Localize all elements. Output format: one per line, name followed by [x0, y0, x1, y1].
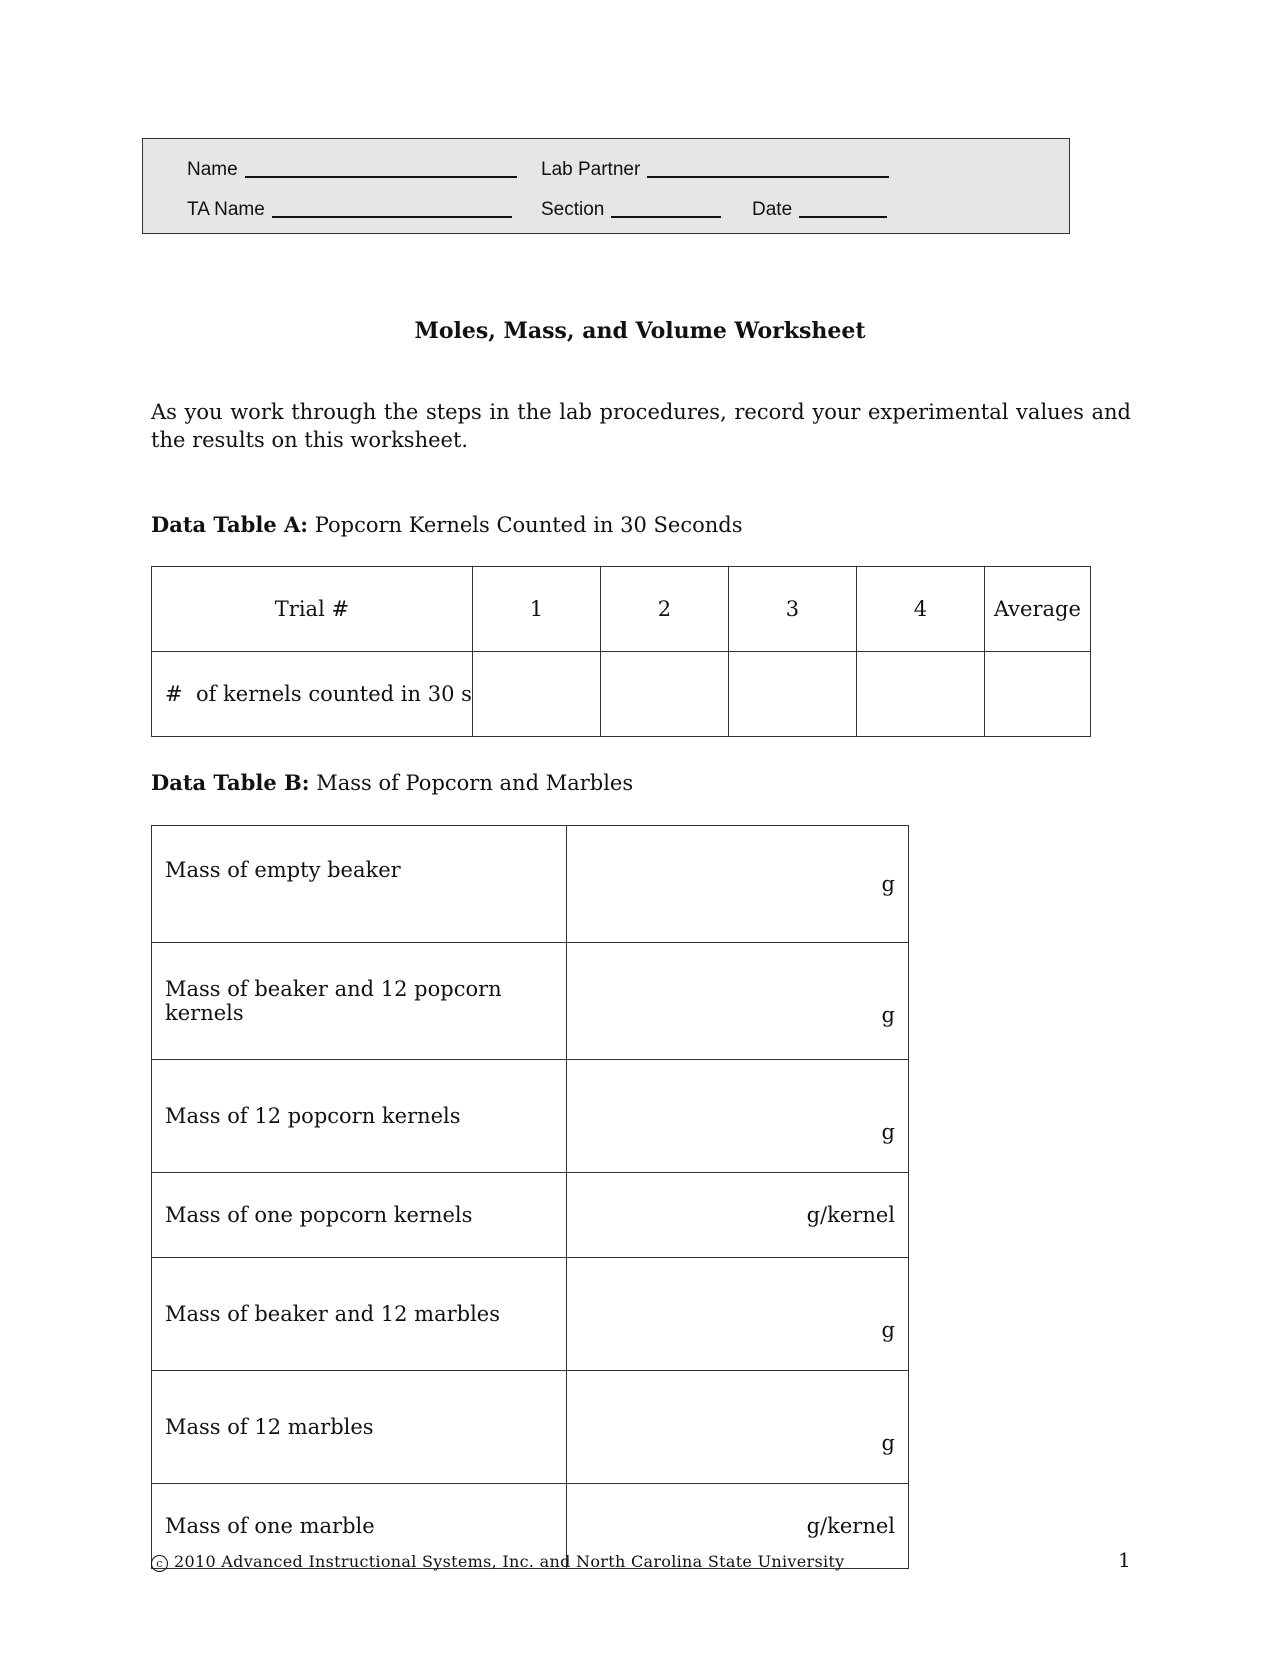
row-label-beaker-marbles: Mass of beaker and 12 marbles: [152, 1258, 567, 1371]
average-header: Average: [984, 567, 1090, 652]
table-b-caption: [151, 770, 633, 795]
table-row: [152, 1371, 909, 1484]
lab-partner-field[interactable]: [541, 159, 889, 181]
ta-name-line[interactable]: [272, 215, 512, 218]
trial-header-cell: Trial #: [152, 567, 473, 652]
name-line[interactable]: [245, 175, 517, 178]
table-b-caption-bold: Data Table B:: [151, 770, 310, 795]
row-value-one-popcorn[interactable]: g/kernel: [567, 1173, 909, 1258]
row-value-empty-beaker[interactable]: g: [567, 826, 909, 943]
table-row: [152, 1060, 909, 1173]
row-label-one-popcorn: Mass of one popcorn kernels: [152, 1173, 567, 1258]
trial-1-header: 1: [472, 567, 600, 652]
date-line[interactable]: [799, 215, 887, 218]
table-row: [152, 1173, 909, 1258]
date-label: Date: [752, 199, 793, 220]
average-input-cell[interactable]: [984, 652, 1090, 737]
copyright-footer: [151, 1552, 844, 1572]
trial-2-input-cell[interactable]: [600, 652, 728, 737]
table-row: [152, 1258, 909, 1371]
row-value-beaker-popcorn[interactable]: g: [567, 943, 909, 1060]
trial-3-header: 3: [728, 567, 856, 652]
name-field[interactable]: [187, 159, 517, 181]
trial-3-input-cell[interactable]: [728, 652, 856, 737]
row-value-12-marbles[interactable]: g: [567, 1371, 909, 1484]
lab-partner-label: Lab Partner: [541, 159, 641, 180]
row-label-12-popcorn: Mass of 12 popcorn kernels: [152, 1060, 567, 1173]
data-table-a: [151, 566, 1091, 737]
table-a-data-row: [152, 652, 1091, 737]
section-label: Section: [541, 199, 605, 220]
ta-name-field[interactable]: [187, 199, 512, 221]
row-value-beaker-marbles[interactable]: g: [567, 1258, 909, 1371]
trial-1-input-cell[interactable]: [472, 652, 600, 737]
table-b-caption-text: Mass of Popcorn and Marbles: [316, 771, 634, 795]
section-line[interactable]: [611, 215, 721, 218]
copyright-icon: c: [151, 1555, 168, 1572]
table-a-header-row: [152, 567, 1091, 652]
table-a-caption-bold: Data Table A:: [151, 512, 309, 537]
ta-name-label: TA Name: [187, 199, 265, 220]
table-a-caption-text: Popcorn Kernels Counted in 30 Seconds: [314, 513, 743, 537]
trial-4-header: 4: [856, 567, 984, 652]
row-label-one-marble: Mass of one marble: [152, 1484, 567, 1569]
row-value-one-marble[interactable]: g/kernel: [567, 1484, 909, 1569]
page-number: 1: [1118, 1548, 1131, 1572]
data-table-b: [151, 825, 909, 1569]
table-a-caption: [151, 512, 742, 537]
lab-partner-line[interactable]: [647, 175, 889, 178]
table-row: [152, 943, 909, 1060]
row-label-empty-beaker: Mass of empty beaker: [152, 826, 567, 943]
student-info-box: [142, 138, 1070, 234]
row-label-12-marbles: Mass of 12 marbles: [152, 1371, 567, 1484]
trial-4-input-cell[interactable]: [856, 652, 984, 737]
kernels-counted-label: # of kernels counted in 30 s: [152, 652, 473, 737]
row-value-12-popcorn[interactable]: g: [567, 1060, 909, 1173]
intro-paragraph: As you work through the steps in the lab procedures, record your experimental values and the results on this worksheet.: [151, 400, 1131, 452]
date-field[interactable]: [752, 199, 887, 221]
trial-2-header: 2: [600, 567, 728, 652]
worksheet-title: Moles, Mass, and Volume Worksheet: [414, 318, 866, 344]
table-row: [152, 826, 909, 943]
row-label-beaker-popcorn: Mass of beaker and 12 popcorn kernels: [152, 943, 567, 1060]
section-field[interactable]: [541, 199, 721, 221]
copyright-text: 2010 Advanced Instructional Systems, Inc. and North Carolina State University: [174, 1552, 845, 1571]
name-label: Name: [187, 159, 238, 180]
